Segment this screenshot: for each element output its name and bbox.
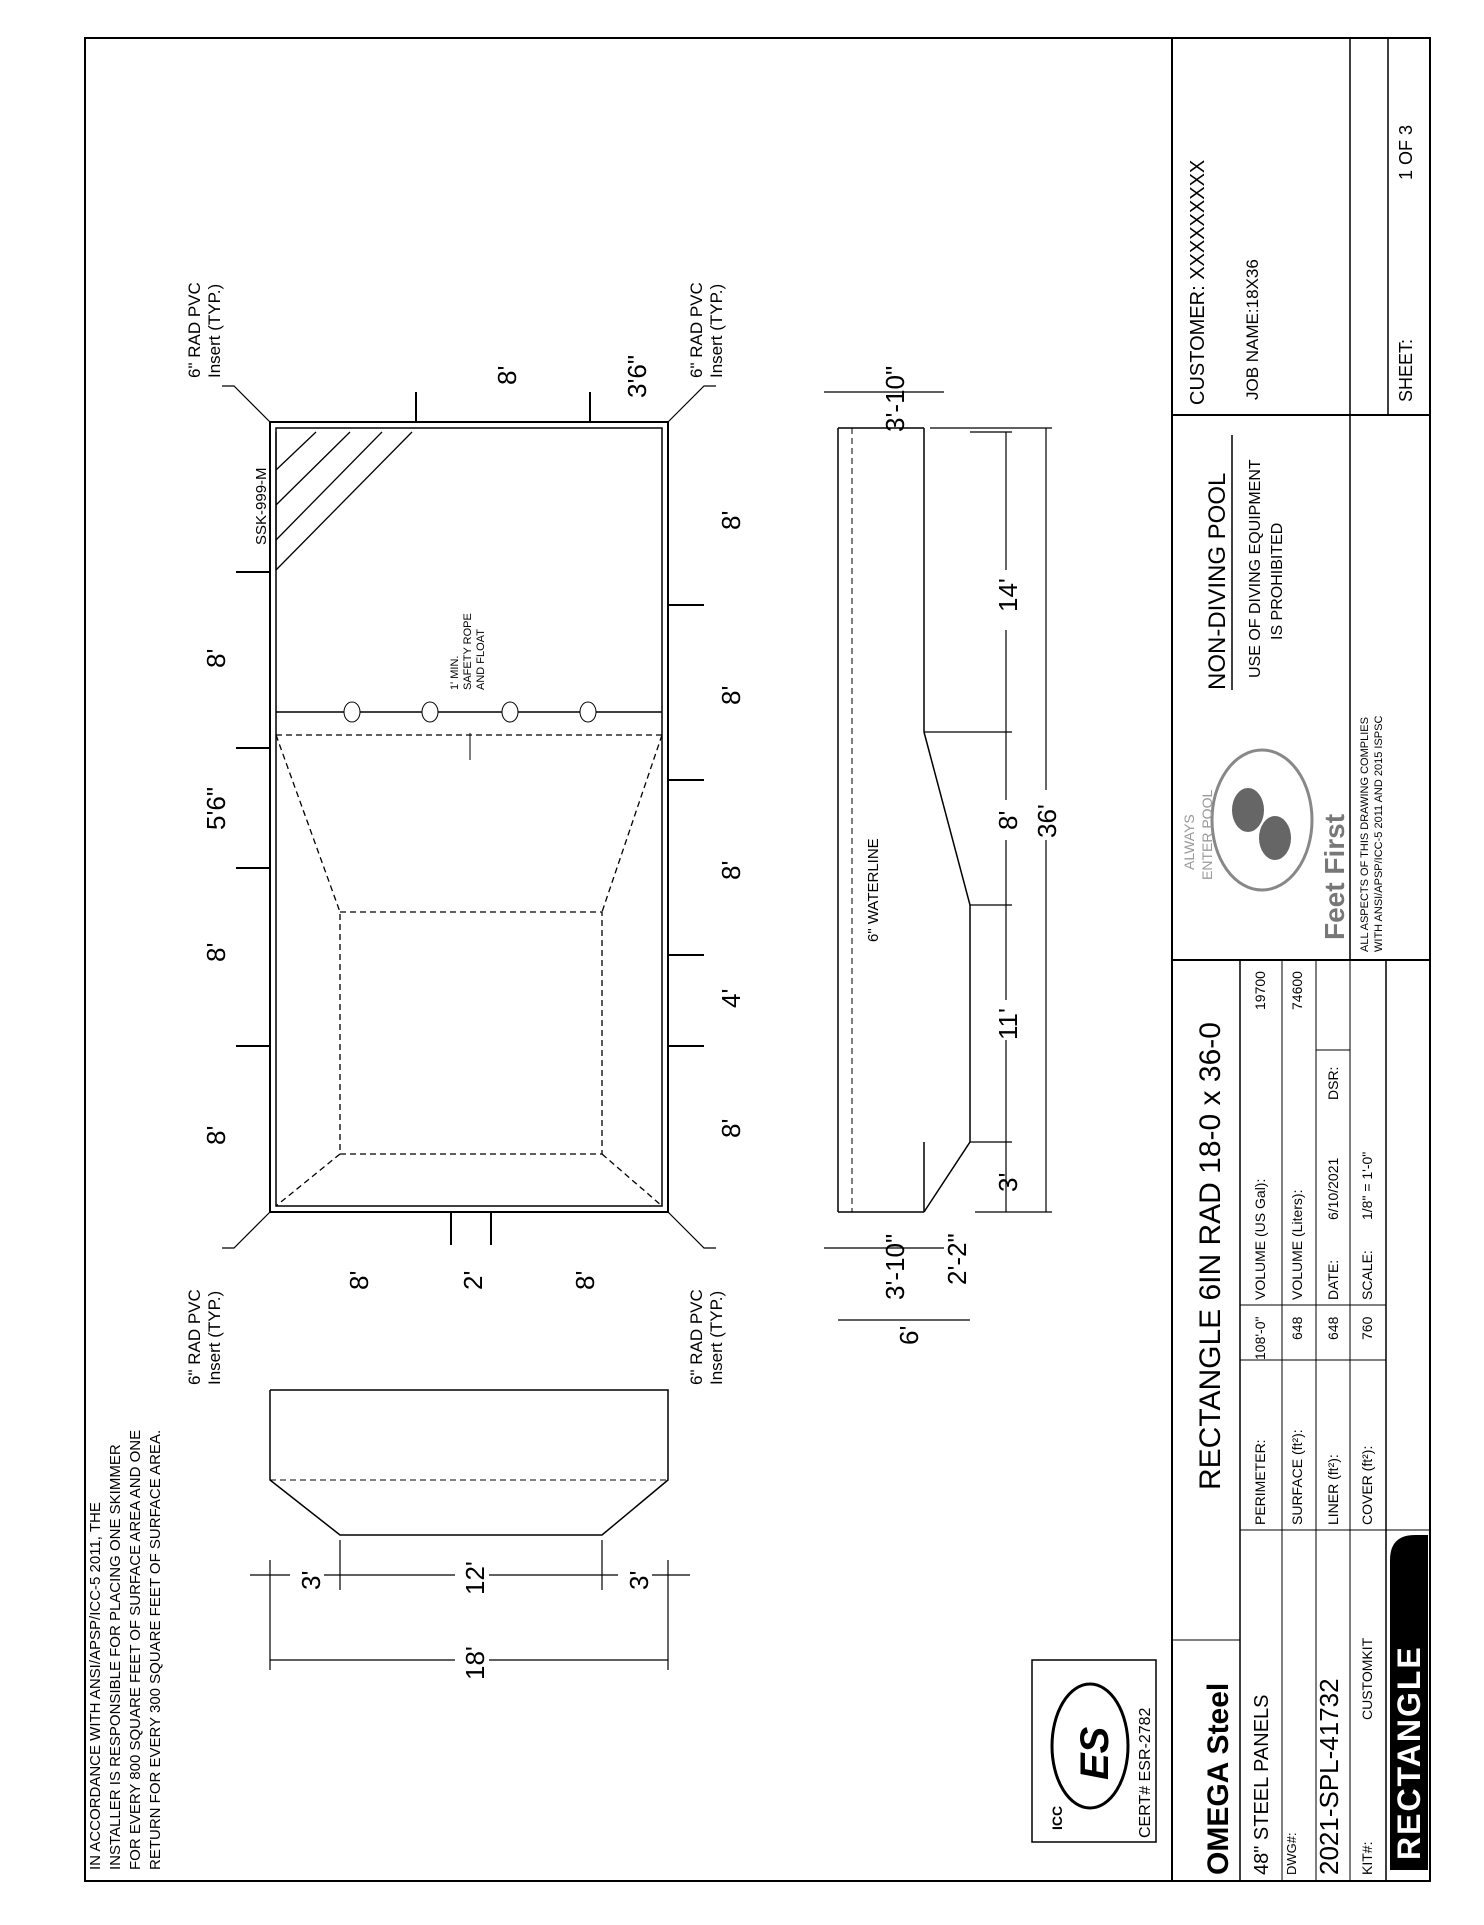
panel-ticks-top xyxy=(236,572,270,1046)
sheet-value: 1 OF 3 xyxy=(1396,124,1416,180)
cover-value: 760 xyxy=(1359,1316,1375,1340)
dim-bottom: 8' xyxy=(716,510,746,530)
cover-label: COVER (ft²): xyxy=(1359,1445,1375,1525)
surface-label: SURFACE (ft²): xyxy=(1289,1429,1305,1525)
date-value: 6/10/2021 xyxy=(1325,1157,1341,1220)
svg-text:Insert (TYP.): Insert (TYP.) xyxy=(205,283,224,378)
step-depth: 2'-2" xyxy=(942,1233,972,1285)
cert-number: CERT# ESR-2782 xyxy=(1137,1707,1154,1838)
es-label: ES xyxy=(1073,1726,1117,1780)
scale-value: 1/8" = 1'-0" xyxy=(1359,1151,1375,1220)
end-view xyxy=(250,1390,690,1680)
note-line-2: INSTALLER IS RESPONSIBLE FOR PLACING ONE SKIMMER xyxy=(107,1444,124,1870)
liner-value: 648 xyxy=(1325,1316,1341,1340)
seg-3: 3' xyxy=(993,1172,1023,1192)
depth-bottom: 3'-10" xyxy=(880,1233,910,1300)
svg-text:6" RAD PVC: 6" RAD PVC xyxy=(687,1289,706,1385)
dim-shallow: 8' xyxy=(570,1270,600,1290)
svg-text:SAFETY ROPE: SAFETY ROPE xyxy=(462,613,474,690)
section-view xyxy=(824,366,1062,1345)
dim-bottom: 8' xyxy=(492,365,522,385)
surface-value: 648 xyxy=(1289,1316,1305,1340)
waterline-label: 6" WATERLINE xyxy=(865,838,882,942)
diving-warning-2: IS PROHIBITED xyxy=(1269,522,1286,640)
icc-label: ICC xyxy=(1049,1805,1065,1830)
rope-float xyxy=(344,702,360,722)
note-line-4: RETURN FOR EVERY 300 SQUARE FEET OF SURFACE AREA. xyxy=(147,1429,164,1870)
seg-14: 14' xyxy=(993,578,1023,612)
seg-8: 8' xyxy=(993,810,1023,830)
dim-top: 5'6" xyxy=(201,786,231,830)
note-line-1: IN ACCORDANCE WITH ANSI/APSP/ICC-5 2011, THE xyxy=(87,1502,104,1870)
foot-icon xyxy=(1259,816,1291,860)
dim-shallow: 2' xyxy=(458,1270,488,1290)
corner-label-tl xyxy=(185,282,224,378)
svg-text:AND FLOAT: AND FLOAT xyxy=(475,629,487,690)
feet-first-logo xyxy=(1181,750,1350,940)
dwg-label: DWG#: xyxy=(1284,1832,1299,1875)
brand-omega: OMEGA Steel xyxy=(1202,1682,1235,1875)
dim-bottom: 4' xyxy=(716,988,746,1008)
svg-text:6" RAD PVC: 6" RAD PVC xyxy=(687,282,706,378)
dim-bottom: 8' xyxy=(716,685,746,705)
rope-float xyxy=(422,702,438,722)
customer: CUSTOMER: XXXXXXXXX xyxy=(1187,159,1209,405)
rope-label xyxy=(449,613,487,690)
svg-text:Insert (TYP.): Insert (TYP.) xyxy=(707,1290,726,1385)
kit-label: KIT#: xyxy=(1359,1841,1375,1875)
rope-float xyxy=(502,702,518,722)
volume-l-value: 74600 xyxy=(1289,971,1305,1010)
svg-text:1' MIN.: 1' MIN. xyxy=(449,655,461,690)
seg-11: 11' xyxy=(993,1008,1023,1040)
dim-bottom: 8' xyxy=(716,1118,746,1138)
end-outline xyxy=(270,1390,668,1535)
scale-label: SCALE: xyxy=(1359,1250,1375,1300)
non-diving-title: NON-DIVING POOL xyxy=(1204,472,1231,690)
skimmer-tag: SSK-999-M xyxy=(253,467,270,545)
end-seg-right: 3' xyxy=(624,1570,654,1590)
logo-mid: ENTER POOL xyxy=(1199,789,1215,880)
volume-gal-label: VOLUME (US Gal): xyxy=(1252,1178,1268,1300)
drawing-title: RECTANGLE 6IN RAD 18-0 x 36-0 xyxy=(1194,1022,1227,1490)
kit-value: CUSTOMKIT xyxy=(1359,1637,1375,1720)
svg-text:6" RAD PVC: 6" RAD PVC xyxy=(185,1289,204,1385)
dim-top: 8' xyxy=(201,1125,231,1145)
svg-text:6" RAD PVC: 6" RAD PVC xyxy=(185,282,204,378)
sheet-label: SHEET: xyxy=(1396,338,1416,402)
dsr-label: DSR: xyxy=(1325,1066,1341,1100)
corner-label-bl xyxy=(185,1289,224,1385)
depth-top: 3'-10" xyxy=(880,365,910,432)
pool-inner-outline xyxy=(276,428,662,1206)
perimeter-label: PERIMETER: xyxy=(1252,1439,1268,1525)
hopper-outline xyxy=(276,735,662,1206)
pool-outline xyxy=(270,422,668,1212)
dim-top: 8' xyxy=(201,942,231,962)
dim-shallow: 8' xyxy=(344,1270,374,1290)
compliance-2: WITH ANSI/APSP/ICC-5 2011 AND 2015 ISPSC xyxy=(1373,715,1385,952)
diving-warning-1: USE OF DIVING EQUIPMENT xyxy=(1247,459,1264,678)
svg-text:Insert (TYP.): Insert (TYP.) xyxy=(205,1290,224,1385)
compliance-1: ALL ASPECTS OF THIS DRAWING COMPLIES xyxy=(1359,717,1371,952)
panels: 48" STEEL PANELS xyxy=(1251,1694,1273,1875)
date-label: DATE: xyxy=(1325,1259,1341,1300)
skimmer-note xyxy=(87,1430,164,1870)
dwg-value: 2021-SPL-41732 xyxy=(1314,1678,1344,1875)
end-seg-mid: 12' xyxy=(460,1561,490,1595)
end-seg-left: 3' xyxy=(296,1570,326,1590)
end-width: 18' xyxy=(460,1646,490,1680)
section-outline xyxy=(838,428,970,1212)
panel-ticks-bottom xyxy=(668,605,704,1046)
volume-l-label: VOLUME (Liters): xyxy=(1289,1189,1305,1300)
job-name: JOB NAME:18X36 xyxy=(1243,259,1262,400)
corner-label-br xyxy=(687,1289,726,1385)
foot-icon xyxy=(1232,788,1264,832)
logo-top: ALWAYS xyxy=(1181,814,1197,870)
dim-bottom: 8' xyxy=(716,860,746,880)
corner-leaders xyxy=(222,386,716,1248)
svg-text:Insert (TYP.): Insert (TYP.) xyxy=(707,283,726,378)
shape-banner: RECTANGLE xyxy=(1391,1645,1427,1860)
corner-label-tr xyxy=(687,282,726,378)
panel-ticks-ends xyxy=(416,392,590,1245)
plan-view xyxy=(185,282,746,1385)
total-depth: 6' xyxy=(894,1325,924,1345)
volume-gal-value: 19700 xyxy=(1252,971,1268,1010)
rope-float xyxy=(580,702,596,722)
logo-brand: Feet First xyxy=(1319,813,1350,940)
skimmer-hatch xyxy=(276,432,412,570)
perimeter-value: 108'-0" xyxy=(1252,1316,1268,1360)
dim-bottom: 3'6" xyxy=(622,354,652,398)
note-line-3: FOR EVERY 800 SQUARE FEET OF SURFACE AREA AND ONE xyxy=(127,1429,144,1870)
total-length: 36' xyxy=(1032,804,1062,838)
dim-top: 8' xyxy=(201,648,231,668)
liner-label: LINER (ft²): xyxy=(1325,1454,1341,1525)
